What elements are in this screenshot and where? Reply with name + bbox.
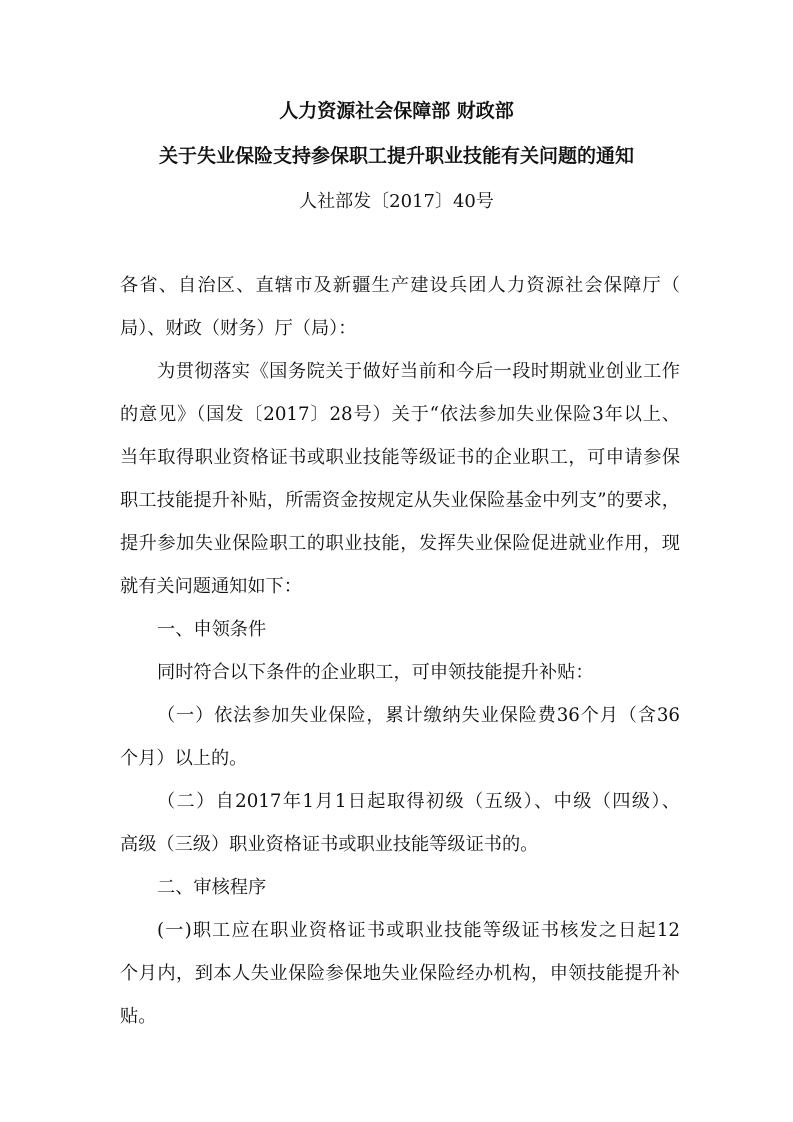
body-line: （一）依法参加失业保险，累计缴纳失业保险费36个月（含36	[157, 705, 680, 726]
body-line: （二）自2017年1月1日起取得初级（五级）、中级（四级）、	[157, 791, 680, 812]
body-line: 高级（三级）职业资格证书或职业技能等级证书的。	[120, 834, 539, 855]
body-line: 职工技能提升补贴，所需资金按规定从失业保险基金中列支”的要求，	[120, 490, 680, 511]
notice-title: 关于失业保险支持参保职工提升职业技能有关问题的通知	[158, 145, 634, 167]
body-line: 同时符合以下条件的企业职工，可申领技能提升补贴：	[157, 662, 594, 683]
section-heading: 二、审核程序	[157, 877, 267, 898]
body-line: 就有关问题通知如下：	[120, 576, 302, 597]
body-line: 个月内，到本人失业保险参保地失业保险经办机构，申领技能提升补	[120, 963, 680, 984]
body-line: 提升参加失业保险职工的职业技能，发挥失业保险促进就业作用，现	[120, 533, 680, 554]
body-line: 个月）以上的。	[120, 748, 248, 769]
body-line: 当年取得职业资格证书或职业技能等级证书的企业职工，可申请参保	[120, 447, 680, 468]
section-heading: 一、申领条件	[157, 619, 267, 640]
body-line: 为贯彻落实《国务院关于做好当前和今后一段时期就业创业工作	[157, 361, 680, 382]
body-line: 局）、财政（财务）厅（局）：	[120, 318, 357, 339]
document-number: 人社部发〔2017〕40号	[299, 191, 494, 212]
body-line: 各省、自治区、直辖市及新疆生产建设兵团人力资源社会保障厅（	[120, 275, 680, 296]
body-line: 贴。	[120, 1006, 157, 1027]
body-line: 的意见》（国发〔2017〕28号）关于“依法参加失业保险3年以上、	[120, 404, 680, 425]
issuer-heading: 人力资源社会保障部 财政部	[279, 100, 514, 122]
body-line: (一)职工应在职业资格证书或职业技能等级证书核发之日起12	[157, 920, 680, 941]
